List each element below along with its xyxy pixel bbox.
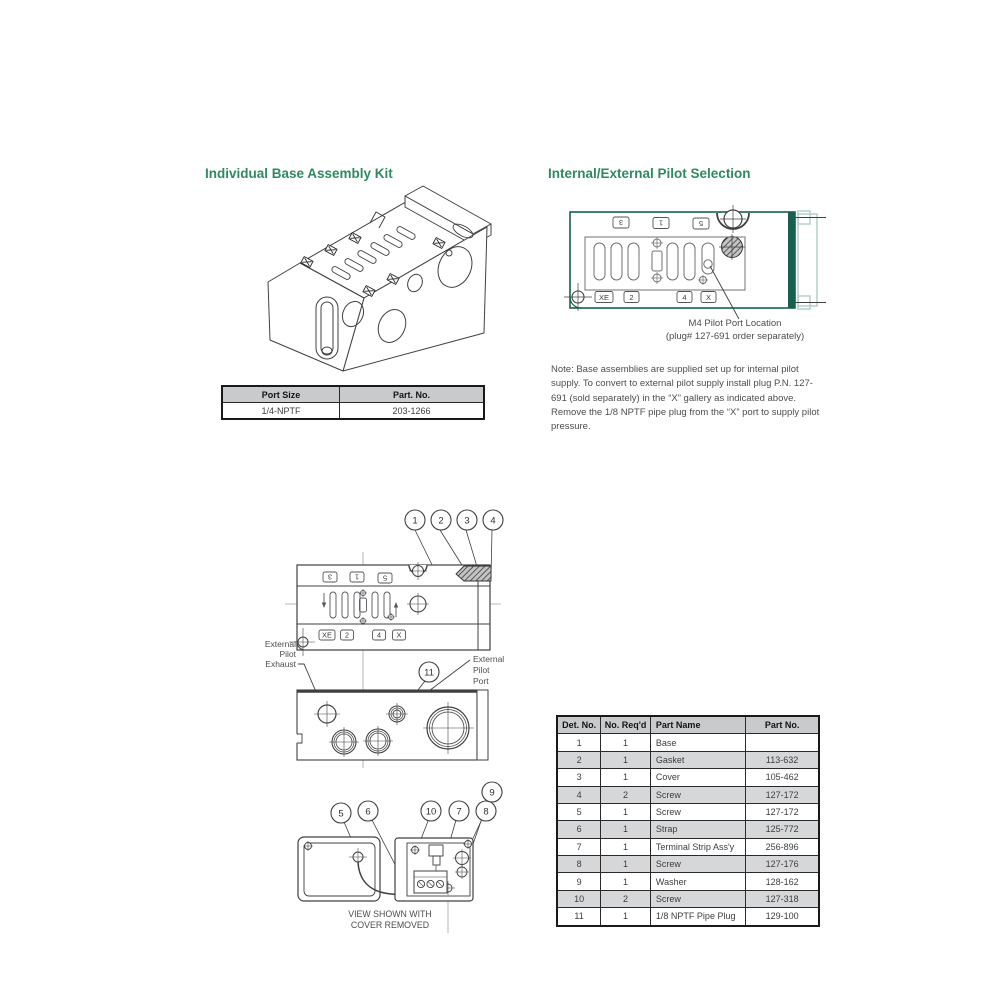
port-label-x (393, 630, 406, 640)
table-cell: Base (650, 734, 745, 751)
svg-text:4: 4 (682, 293, 687, 302)
table-cell: 1 (601, 838, 651, 855)
port-label-4 (373, 630, 386, 640)
table-cell: Gasket (650, 751, 745, 768)
table-cell: 1 (601, 821, 651, 838)
svg-text:XE: XE (598, 293, 610, 302)
port-label-2 (341, 630, 354, 640)
part-no-header: Part No. (746, 716, 819, 734)
table-cell: 203-1266 (340, 403, 485, 420)
terminal-strip (414, 871, 447, 893)
svg-text:4: 4 (376, 630, 382, 640)
table-cell: Screw (650, 890, 745, 907)
svg-text:8: 8 (483, 806, 489, 818)
table-cell: 7 (557, 838, 601, 855)
svg-text:Pilot: Pilot (279, 649, 296, 659)
port-size-header: Port Size (222, 386, 340, 403)
port-label-3 (613, 217, 629, 228)
svg-text:External: External (473, 654, 505, 664)
svg-text:3: 3 (618, 217, 624, 227)
table-row (557, 803, 819, 820)
svg-text:X: X (396, 630, 402, 640)
svg-text:7: 7 (456, 806, 462, 818)
table-cell: 256-896 (746, 838, 819, 855)
m4-label-line2: (plug# 127-691 order separately) (665, 331, 805, 343)
svg-text:Pilot: Pilot (473, 665, 490, 675)
table-cell: 125-772 (746, 821, 819, 838)
port-label-3 (323, 572, 337, 582)
bottom-callouts (331, 782, 502, 823)
port-size-table (221, 385, 485, 420)
table-cell: 128-162 (746, 873, 819, 890)
m4-pilot-port-label (630, 317, 840, 344)
svg-text:XE: XE (321, 630, 333, 640)
svg-text:2: 2 (344, 630, 350, 640)
table-cell: Screw (650, 803, 745, 820)
section-title-base-kit: Individual Base Assembly Kit (205, 166, 393, 181)
table-cell: 1 (601, 751, 651, 768)
table-cell: 113-632 (746, 751, 819, 768)
table-header-row (557, 716, 819, 734)
exploded-view-diagram (245, 500, 525, 940)
svg-text:5: 5 (338, 808, 344, 820)
table-cell: 1 (601, 803, 651, 820)
table-cell: 1 (557, 734, 601, 751)
svg-text:3: 3 (327, 572, 333, 582)
table-cell: 2 (601, 786, 651, 803)
table-row (222, 403, 484, 420)
gasket-outline (798, 211, 817, 309)
no-reqd-header: No. Req'd (601, 716, 651, 734)
table-row (557, 856, 819, 873)
port-label-x (701, 292, 716, 303)
caption-line2: COVER REMOVED (350, 920, 430, 930)
svg-text:3: 3 (464, 515, 470, 527)
table-cell: Washer (650, 873, 745, 890)
table-cell: 1/4-NPTF (222, 403, 340, 420)
port-label-1 (350, 572, 364, 582)
port-label-xe (319, 630, 335, 640)
svg-text:9: 9 (489, 787, 495, 799)
m4-label-line1: M4 Pilot Port Location (688, 318, 782, 329)
svg-text:10: 10 (425, 806, 437, 818)
table-row (557, 821, 819, 838)
table-cell: 3 (557, 769, 601, 786)
front-view (294, 660, 488, 768)
table-cell: 9 (557, 873, 601, 890)
table-row (557, 769, 819, 786)
table-cell: 1/8 NPTF Pipe Plug (650, 908, 745, 926)
top-view (285, 552, 501, 660)
table-cell: 127-318 (746, 890, 819, 907)
caption-line1: VIEW SHOWN WITH (348, 909, 432, 919)
section-title-pilot-selection: Internal/External Pilot Selection (548, 166, 751, 181)
top-callouts (405, 510, 503, 530)
iso-base-drawing (253, 183, 498, 383)
det-no-header: Det. No. (557, 716, 601, 734)
table-cell: Terminal Strip Ass'y (650, 838, 745, 855)
table-row (557, 908, 819, 926)
table-cell: 129-100 (746, 908, 819, 926)
table-row (557, 786, 819, 803)
clip-lines (792, 218, 826, 303)
table-cell: Screw (650, 856, 745, 873)
table-header-row (222, 386, 484, 403)
table-cell: 11 (557, 908, 601, 926)
table-cell: 105-462 (746, 769, 819, 786)
port-label-2 (624, 292, 639, 303)
svg-text:4: 4 (490, 515, 496, 527)
svg-text:2: 2 (629, 293, 634, 302)
svg-text:5: 5 (382, 573, 388, 583)
cover-removed-view (298, 782, 502, 933)
port-label-4 (677, 292, 692, 303)
table-cell: 6 (557, 821, 601, 838)
table-cell: Screw (650, 786, 745, 803)
table-row (557, 751, 819, 768)
port-label-5 (378, 573, 392, 583)
table-row (557, 734, 819, 751)
pilot-selection-diagram (558, 203, 833, 321)
svg-text:5: 5 (698, 218, 704, 228)
svg-text:6: 6 (365, 806, 371, 818)
svg-text:X: X (705, 293, 712, 302)
svg-text:1: 1 (658, 218, 664, 228)
gasket-hatch (456, 566, 491, 581)
pilot-note: Note: Base assemblies are supplied set up for internal pilot supply. To convert to external pilot supply install plug P.N. 127-691 (sold separately) in the “X” gallery as indicated above. Remove the 1/8 NPTF pipe plug from the “X” port to supply pilot pressure. (551, 364, 820, 432)
table-cell: 1 (601, 908, 651, 926)
part-no-header: Part. No. (340, 386, 485, 403)
svg-text:External: External (264, 639, 296, 649)
part-name-header: Part Name (650, 716, 745, 734)
svg-text:1: 1 (354, 572, 360, 582)
table-cell (746, 734, 819, 751)
table-row (557, 873, 819, 890)
table-cell: 1 (601, 856, 651, 873)
table-cell: 127-172 (746, 786, 819, 803)
table-cell: 5 (557, 803, 601, 820)
table-cell: 127-172 (746, 803, 819, 820)
table-cell: Strap (650, 821, 745, 838)
table-cell: 1 (601, 734, 651, 751)
svg-text:1: 1 (412, 515, 418, 527)
svg-text:Port: Port (473, 676, 489, 686)
table-cell: 1 (601, 873, 651, 890)
port-label-5 (693, 218, 709, 229)
table-cell: 1 (601, 769, 651, 786)
iso-body (268, 186, 491, 371)
table-cell: 8 (557, 856, 601, 873)
svg-text:11: 11 (424, 667, 434, 679)
table-row (557, 838, 819, 855)
port-label-xe (595, 292, 613, 303)
table-row (557, 890, 819, 907)
table-cell: 2 (557, 751, 601, 768)
svg-text:Exhaust: Exhaust (265, 659, 296, 669)
svg-text:2: 2 (438, 515, 444, 527)
parts-table (556, 715, 820, 927)
table-cell: Cover (650, 769, 745, 786)
table-cell: 127-176 (746, 856, 819, 873)
table-cell: 4 (557, 786, 601, 803)
port-label-1 (653, 218, 669, 229)
table-cell: 2 (601, 890, 651, 907)
table-cell: 10 (557, 890, 601, 907)
cover-plate (298, 837, 380, 901)
